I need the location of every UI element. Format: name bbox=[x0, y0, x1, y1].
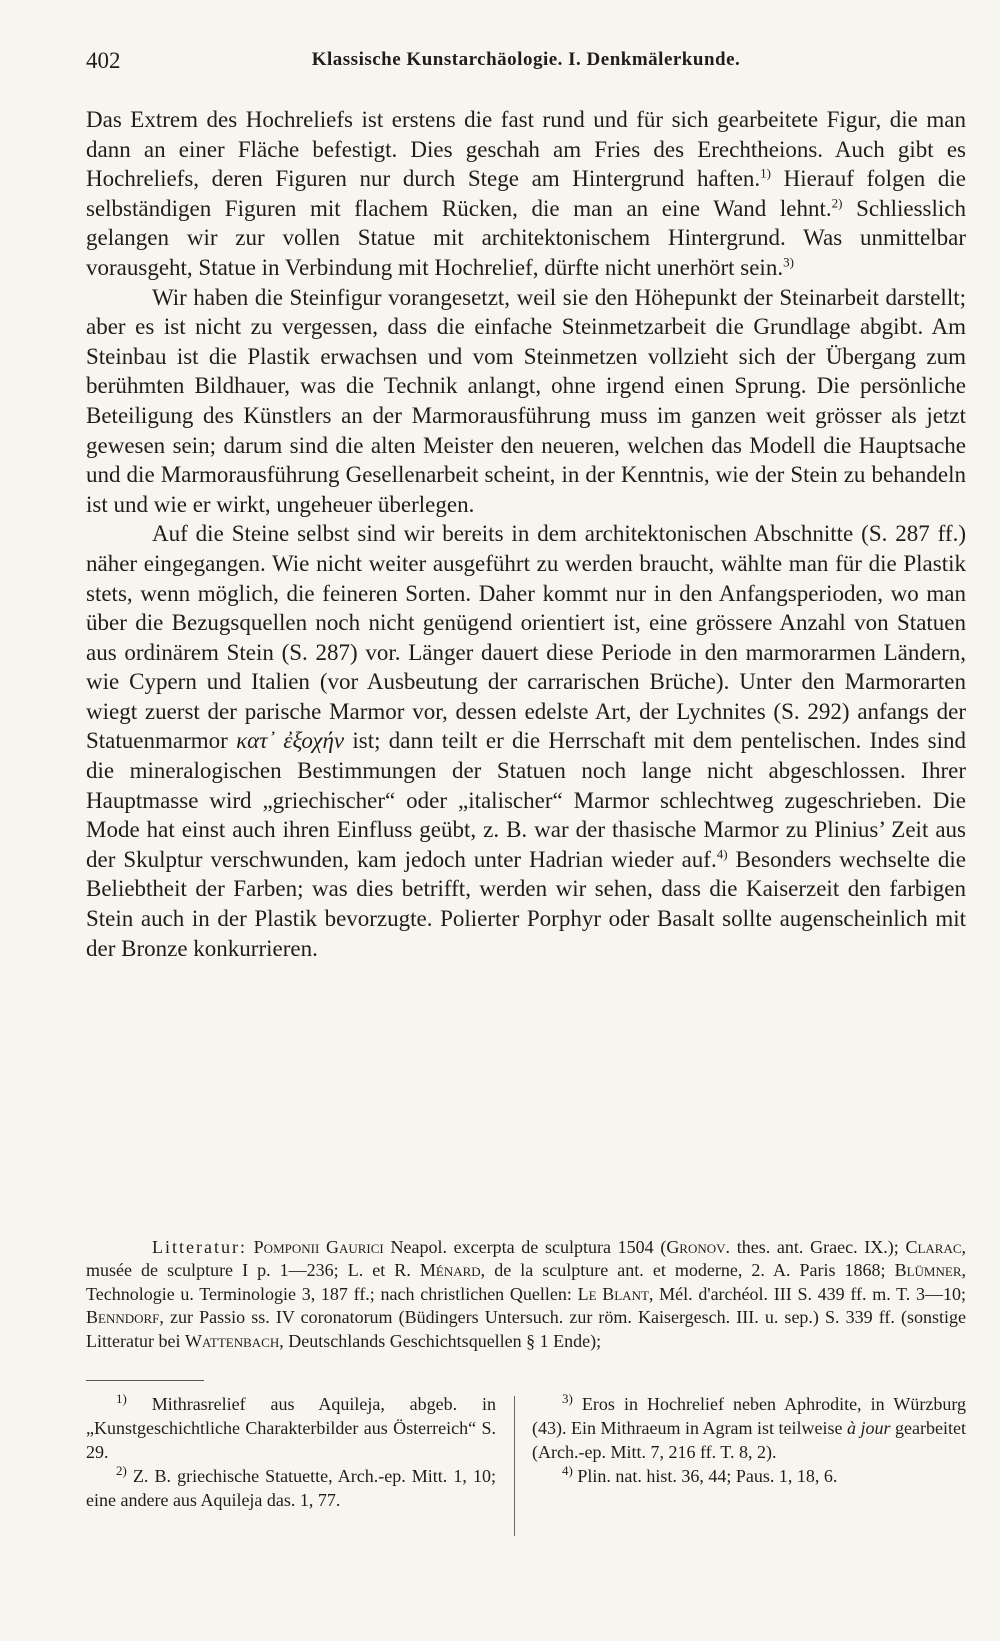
author-name: Gronov. bbox=[666, 1237, 731, 1257]
author-name: Ménard, bbox=[419, 1260, 486, 1281]
footnote-marker-3: 3) bbox=[783, 254, 794, 270]
literature-text: Neapol. excerpta de sculptura 1504 ( bbox=[390, 1237, 667, 1257]
greek-phrase: κατ᾽ ἐξοχήν bbox=[236, 728, 345, 754]
paragraph-text: Das Extrem des Hochreliefs ist erstens die fast rund und für sich gearbeitete Figur, die man dann an einer Fläche befestigt. Dies geschah am Fries des Erechtheions. Auch gibt es Hochreliefs, deren Figuren nur durch Stege am Hintergrund haften. bbox=[86, 107, 966, 192]
literature-section bbox=[86, 1236, 966, 1353]
paragraph-text: Schliesslich gelangen wir zur vollen Statue mit architektonischem Hintergrund. Was unmittelbar vorausgeht, Statue in Verbindung mit Hochrelief, dürfte nicht unerhört sein. bbox=[86, 195, 966, 280]
page-number: 402 bbox=[86, 48, 121, 73]
literature-text: Technologie u. Terminologie 3, 187 ff.; nach christlichen Quellen: bbox=[86, 1283, 572, 1304]
paragraph-text: Hierauf folgen die selbständigen Figuren mit flachem Rücken, die man an eine Wand lehnt. bbox=[86, 166, 967, 221]
footnote-text: Eros in Hochrelief neben Aphrodite, in Würzburg (43). Ein Mithraeum in Agram ist teilweise bbox=[532, 1394, 966, 1438]
author-name: Blümner, bbox=[894, 1260, 966, 1281]
footnote-text: Mithrasrelief aus Aquileja, abgeb. in „Kunstgeschichtliche Charakterbilder aus Österreich“ S. 29. bbox=[86, 1394, 496, 1462]
paragraph-steinfigur: Wir haben die Steinfigur vorangesetzt, weil sie den Höhepunkt der Steinarbeit darstellt; aber es ist nicht zu vergessen, dass die einfache Steinmetzarbeit die Grundlage abgibt. Am Steinbau ist die Plastik erwachsen und vom Steinmetzen vollzieht sich der Übergang zum berühmten Bildhauer, was die Technik anlangt, ohne irgend einen Sprung. Die persönliche Beteiligung des Künstlers an der Marmorausführung muss im ganzen weit grösser als jetzt gewesen sein; darum sind die alten Meister den neueren, welchen das Modell die Hauptsache und die Marmorausführung Gesellenarbeit scheint, in der Kenntnis, wie der Stein zu behandeln ist und wie er wirkt, ungeheuer überlegen. bbox=[86, 284, 966, 517]
footnote-text: Plin. nat. hist. 36, 44; Paus. 1, 18, 6. bbox=[577, 1466, 838, 1486]
literature-text: de la sculpture ant. et moderne, 2. A. Paris 1868; bbox=[494, 1260, 886, 1281]
footnote-number: 3) bbox=[562, 1391, 573, 1406]
paragraph-steine bbox=[86, 519, 966, 963]
author-name: Clarac, bbox=[905, 1237, 967, 1257]
footnote-text: gearbeitet (Arch.-ep. Mitt. 7, 216 ff. T. 8, 2). bbox=[532, 1418, 966, 1462]
footnote-number: 4) bbox=[562, 1463, 573, 1478]
paragraph-text: Besonders wechselte die Beliebtheit der Farben; was dies betrifft, werden wir sehen, dass die Kaiserzeit den farbigen Stein auch in der Plastik bevorzugte. Polierter Porphyr oder Basalt sollte augenscheinlich mit der Bronze konkurrieren. bbox=[86, 846, 967, 961]
footnote-1 bbox=[86, 1392, 496, 1464]
footnote-4 bbox=[532, 1464, 966, 1488]
footnote-number: 1) bbox=[116, 1391, 127, 1406]
literature-text: zur Passio ss. IV coronatorum (Büdingers Untersuch. zur röm. Kaisergesch. III. u. sep.) S. 339 ff. (sonstige Litteratur bei bbox=[86, 1307, 966, 1351]
footnote-2 bbox=[86, 1464, 496, 1512]
footnote-3 bbox=[532, 1392, 966, 1464]
footnote-number: 2) bbox=[116, 1463, 127, 1478]
paragraph-text: ist; dann teilt er die Herrschaft mit dem pentelischen. Indes sind die mineralogischen Bestimmungen der Statuen noch lange nicht abgeschlossen. Ihrer Hauptmasse wird „griechischer“ oder „italischer“ Marmor schlechtweg zugeschrieben. Die Mode hat einst auch ihren Einfluss geübt, z. B. war der thasische Marmor zu Plinius’ Zeit aus der Skulptur verschwunden, kam jedoch unter Hadrian wieder auf. bbox=[86, 728, 967, 872]
footnote-column-divider bbox=[514, 1396, 515, 1536]
page-header bbox=[86, 48, 966, 78]
footnote-text: Z. B. griechische Statuette, Arch.-ep. Mitt. 1, 10; eine andere aus Aquileja das. 1, 77. bbox=[86, 1466, 496, 1510]
author-name: Le Blant, bbox=[577, 1283, 654, 1304]
footnote-marker-1: 1) bbox=[760, 165, 772, 181]
footnote-rule bbox=[86, 1380, 204, 1381]
literature-text: Mél. d'archéol. III S. 439 ff. m. T. 3—10; bbox=[659, 1283, 966, 1304]
literature-text: thes. ant. Graec. IX.); bbox=[736, 1237, 899, 1257]
author-name: Pomponii Gaurici bbox=[253, 1237, 384, 1257]
italic-phrase: à jour bbox=[847, 1418, 891, 1438]
footnotes-left-column bbox=[86, 1392, 496, 1512]
author-name: Benndorf, bbox=[86, 1307, 164, 1328]
literature-text: musée de sculpture I p. 1—236; L. et R. bbox=[86, 1260, 411, 1281]
literature-label: Litteratur: bbox=[152, 1237, 247, 1257]
footnote-marker-2: 2) bbox=[831, 195, 843, 211]
paragraph-text: Auf die Steine selbst sind wir bereits in dem architektonischen Abschnitte (S. 287 ff.) näher eingegangen. Wie nicht weiter ausgeführt zu werden braucht, wählte man für die Plastik stets, wenn möglich, die feineren Sorten. Daher kommt nur in den Anfangsperioden, wo man über die Bezugsquellen noch nicht genügend orientiert ist, eine grössere Anzahl von Statuen aus ordinärem Stein (S. 287) vor. Länger dauert diese Periode in den marmorarmen Ländern, wie Cypern und Italien (vor Ausbeutung der carrarischen Brüche). Unter den Marmorarten wiegt zuerst der parische Marmor vor, dessen edelste Art, der Lychnites (S. 292) anfangs der Statuenmarmor bbox=[86, 521, 966, 754]
footnotes-right-column bbox=[532, 1392, 966, 1488]
author-name: Wattenbach, bbox=[184, 1330, 284, 1351]
running-title: Klassische Kunstarchäologie. I. Denkmälerkunde. bbox=[311, 49, 741, 70]
footnote-marker-4: 4) bbox=[716, 846, 728, 862]
paragraph-hochrelief bbox=[86, 105, 966, 283]
main-text bbox=[86, 105, 966, 963]
literature-text: Deutschlands Geschichtsquellen § 1 Ende); bbox=[288, 1330, 602, 1351]
